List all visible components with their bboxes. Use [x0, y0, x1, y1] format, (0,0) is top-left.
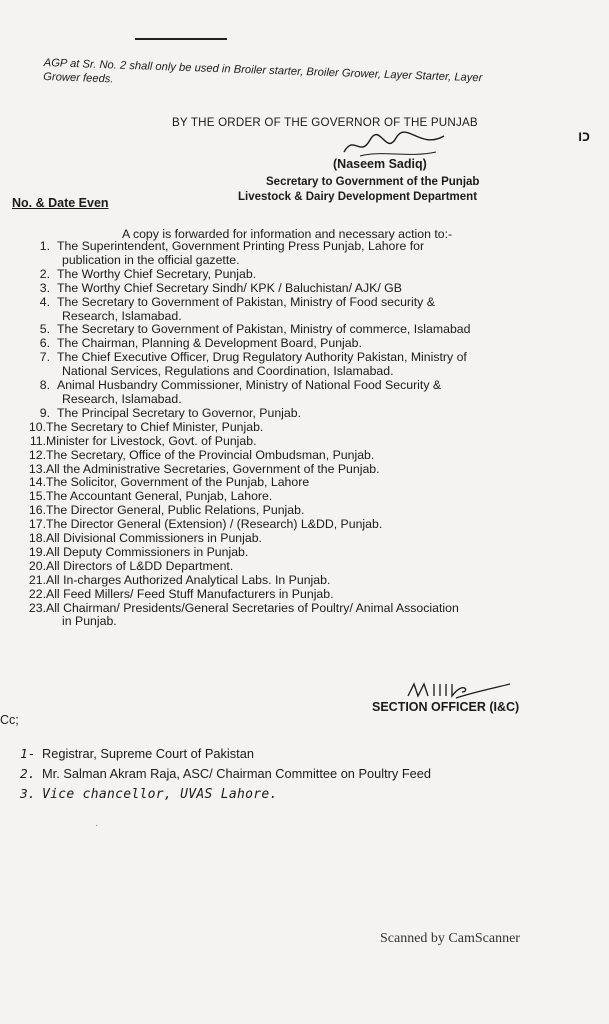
- recipient-text: The Chairman, Planning & Development Board, Punjab.: [57, 336, 362, 351]
- recipient-item: [12, 532, 542, 546]
- cc-list: [20, 744, 431, 804]
- recipient-text: The Chief Executive Officer, Drug Regulatory Authority Pakistan, Ministry of: [57, 350, 467, 365]
- recipient-item: [12, 574, 542, 588]
- recipient-text-continued: in Punjab.: [62, 614, 117, 629]
- recipient-number: 23.: [28, 600, 46, 615]
- recipient-number: 13.: [28, 461, 46, 476]
- cc-item: [20, 784, 431, 804]
- cc-text: Registrar, Supreme Court of Pakistan: [42, 746, 254, 761]
- recipient-item: [12, 421, 542, 435]
- recipient-text: The Superintendent, Government Printing Press Punjab, Lahore for: [57, 239, 425, 253]
- cc-number: 2.: [20, 767, 36, 782]
- recipient-item: [12, 602, 542, 630]
- recipient-text: The Worthy Chief Secretary, Punjab.: [57, 266, 257, 281]
- signature-scrawl-icon: [340, 130, 450, 160]
- recipient-text: The Solicitor, Government of the Punjab, Lahore: [46, 475, 310, 490]
- signatory-title: Secretary to Government of the Punjab: [266, 176, 480, 188]
- recipient-item: [12, 476, 542, 490]
- cc-item: [20, 744, 431, 764]
- recipient-number: 3.: [39, 280, 50, 295]
- recipient-number: 17.: [28, 517, 46, 532]
- scan-speck: ·: [95, 820, 99, 831]
- recipient-text: The Secretary to Government of Pakistan, Ministry of Food security &: [57, 294, 435, 309]
- recipient-item: [12, 379, 542, 407]
- recipient-item: [12, 351, 542, 379]
- recipient-item: [12, 449, 542, 463]
- recipient-text-continued: Research, Islamabad.: [62, 308, 182, 323]
- recipient-item: [12, 296, 542, 324]
- recipient-text: The Accountant General, Punjab, Lahore.: [46, 489, 273, 504]
- recipient-number: 8.: [39, 378, 50, 393]
- recipient-number: 16.: [28, 503, 46, 518]
- recipient-number: 7.: [39, 350, 50, 365]
- recipient-number: 4.: [39, 294, 50, 309]
- recipient-item: [12, 323, 542, 337]
- recipient-item: [12, 490, 542, 504]
- recipient-text: All Directors of L&DD Department.: [46, 558, 234, 573]
- recipient-text: All Divisional Commissioners in Punjab.: [46, 531, 262, 546]
- recipient-text: The Worthy Chief Secretary Sindh/ KPK / Baluchistan/ AJK/ GB: [57, 280, 402, 295]
- recipient-text: Animal Husbandry Commissioner, Ministry of National Food Security &: [57, 378, 442, 393]
- recipient-text: The Secretary to Chief Minister, Punjab.: [46, 419, 264, 434]
- recipient-number: 2.: [39, 266, 50, 281]
- recipient-text: All Chairman/ Presidents/General Secretaries of Poultry/ Animal Association: [46, 600, 459, 615]
- recipient-number: 9.: [39, 405, 50, 420]
- signatory-department: Livestock & Dairy Development Department: [238, 191, 478, 203]
- recipient-text: All Deputy Commissioners in Punjab.: [46, 544, 249, 559]
- reference-number: No. & Date Even: [12, 196, 109, 210]
- recipient-text: The Director General, Public Relations, Punjab.: [46, 503, 305, 518]
- recipient-text: Minister for Livestock, Govt. of Punjab.: [46, 433, 257, 448]
- order-line: BY THE ORDER OF THE GOVERNOR OF THE PUNJAB: [172, 116, 478, 129]
- recipient-number: 12.: [28, 447, 46, 462]
- recipient-text: All Feed Millers/ Feed Stuff Manufacturers in Punjab.: [46, 586, 334, 601]
- recipient-text-continued: National Services, Regulations and Coordination, Islamabad.: [62, 364, 394, 379]
- cc-number: 3.: [20, 787, 36, 802]
- recipient-number: 22.: [28, 586, 46, 601]
- recipient-number: 6.: [39, 336, 50, 351]
- scanner-watermark: Scanned by CamScanner: [380, 931, 520, 946]
- cc-text: Mr. Salman Akram Raja, ASC/ Chairman Committee on Poultry Feed: [42, 766, 432, 781]
- margin-mark: כו: [578, 128, 590, 144]
- recipient-text: The Secretary to Government of Pakistan, Ministry of commerce, Islamabad: [57, 322, 471, 337]
- recipient-item: [12, 240, 542, 268]
- recipient-number: 10.: [28, 419, 46, 434]
- recipient-item: [12, 504, 542, 518]
- agp-note: AGP at Sr. No. 2 shall only be used in Broiler starter, Broiler Grower, Layer Starter, Layer Grower feeds.: [43, 56, 483, 86]
- recipient-list: [12, 240, 542, 629]
- recipient-item: [12, 463, 542, 477]
- recipient-number: 21.: [28, 572, 46, 587]
- recipient-number: 20.: [28, 558, 46, 573]
- recipient-text: All In-charges Authorized Analytical Labs. In Punjab.: [46, 572, 331, 587]
- recipient-number: 14.: [28, 475, 46, 490]
- recipient-item: [12, 588, 542, 602]
- recipient-text: The Director General (Extension) / (Research) L&DD, Punjab.: [46, 517, 383, 532]
- recipient-text: The Principal Secretary to Governor, Punjab.: [57, 405, 302, 420]
- recipient-text-continued: Research, Islamabad.: [62, 391, 182, 406]
- recipient-number: 19.: [28, 544, 46, 559]
- section-officer-title: SECTION OFFICER (I&C): [372, 700, 520, 714]
- cc-number: 1-: [20, 747, 36, 762]
- recipient-item: [12, 337, 542, 351]
- recipient-text: All the Administrative Secretaries, Government of the Punjab.: [46, 461, 380, 476]
- recipient-item: [12, 546, 542, 560]
- recipient-item: [12, 560, 542, 574]
- recipient-number: 15.: [28, 489, 46, 504]
- top-rule: [135, 38, 227, 40]
- recipient-item: [12, 407, 542, 421]
- recipient-number: 18.: [28, 531, 46, 546]
- recipient-item: [12, 518, 542, 532]
- recipient-item: [12, 268, 542, 282]
- recipient-number: 11.: [29, 433, 46, 448]
- recipient-number: 1.: [39, 239, 50, 253]
- recipient-text-continued: publication in the official gazette.: [62, 252, 240, 267]
- cc-text: Vice chancellor, UVAS Lahore.: [42, 787, 278, 802]
- signatory-name: (Naseem Sadiq): [333, 157, 427, 171]
- recipient-item: [12, 435, 542, 449]
- cc-label: Cc;: [0, 713, 19, 727]
- cc-item: [20, 764, 431, 784]
- forward-intro: A copy is forwarded for information and necessary action to:-: [122, 227, 453, 241]
- recipient-text: The Secretary, Office of the Provincial Ombudsman, Punjab.: [46, 447, 375, 462]
- recipient-number: 5.: [39, 322, 50, 337]
- recipient-item: [12, 282, 542, 296]
